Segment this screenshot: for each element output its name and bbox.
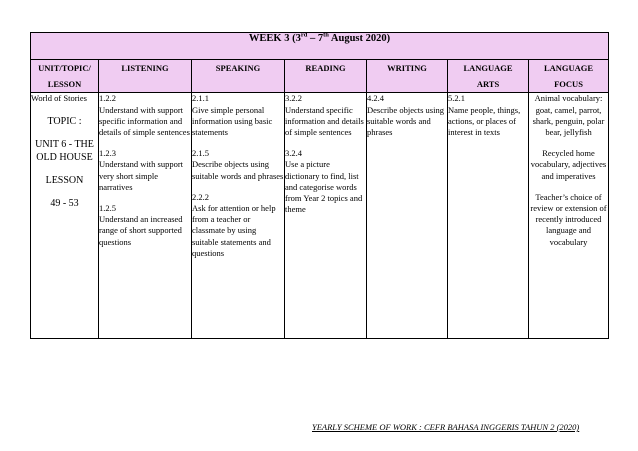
standard-code: 2.1.1 [192, 93, 209, 104]
header-row [31, 60, 609, 93]
standard-block [99, 203, 191, 248]
standard-block [99, 148, 191, 193]
listening-cell [99, 93, 192, 339]
standard-code: 3.2.4 [285, 148, 302, 159]
focus-item: Recycled home vocabulary, adjectives and imperatives [530, 148, 607, 181]
topic-label: TOPIC : [47, 115, 82, 127]
lesson-cell [31, 93, 99, 339]
lesson-label: LESSON [45, 174, 84, 186]
standard-code: 5.2.1 [448, 93, 465, 104]
standard-block [99, 93, 191, 138]
reading-cell [285, 93, 367, 339]
header-reading: READING [285, 60, 367, 93]
unit-title: UNIT 6 - THE OLD HOUSE [35, 138, 94, 163]
standard-block [367, 93, 447, 138]
standard-block [285, 148, 366, 215]
lesson-range: 49 - 53 [50, 197, 79, 209]
standard-text: Give simple personal information using basic statements [192, 104, 273, 137]
standard-text: Describe objects using suitable words and phrases [367, 104, 444, 137]
focus-item: Animal vocabulary: goat, camel, parrot, shark, penguin, polar bear, jellyfish [532, 93, 605, 137]
week-title-row [31, 33, 609, 60]
standard-text: Ask for attention or help from a teacher or classmate by using suitable statements and questions [192, 203, 276, 258]
week-title: WEEK 3 (3rd – 7th August 2020) [31, 33, 609, 60]
header-speaking: SPEAKING [192, 60, 285, 93]
header-language-arts: LANGUAGE ARTS [448, 60, 529, 93]
focus-item: Teacher’s choice of review or extension of recently introduced language and vocabulary [530, 191, 607, 247]
standard-block [285, 93, 366, 138]
standard-text: Understand with support very short simple narratives [99, 159, 184, 192]
content-row [31, 93, 609, 339]
standard-code: 1.2.2 [99, 93, 116, 104]
header-listening: LISTENING [99, 60, 192, 93]
header-language-focus: LANGUAGE FOCUS [529, 60, 609, 93]
standard-code: 4.2.4 [367, 93, 384, 104]
standard-code: 1.2.5 [99, 203, 116, 214]
language-arts-cell [448, 93, 529, 339]
standard-block [192, 93, 284, 138]
standard-code: 1.2.3 [99, 148, 116, 159]
standard-code: 2.1.5 [192, 148, 209, 159]
standard-text: Understand specific information and details of simple sentences [285, 104, 364, 137]
header-unit-topic-lesson: UNIT/TOPIC/ LESSON [31, 60, 99, 93]
footer-text: YEARLY SCHEME OF WORK : CEFR BAHASA INGGERIS TAHUN 2 (2020) [312, 422, 580, 432]
theme-text: World of Stories [31, 93, 87, 104]
scheme-table [30, 32, 609, 339]
standard-text: Describe objects using suitable words and phrases [192, 159, 284, 181]
standard-block [192, 192, 284, 259]
writing-cell [367, 93, 448, 339]
standard-text: Use a picture dictionary to find, list and categorise words from Year 2 topics and theme [285, 159, 363, 215]
speaking-cell [192, 93, 285, 339]
standard-block [448, 93, 528, 138]
standard-block [192, 148, 284, 182]
language-focus-cell [529, 93, 609, 339]
standard-text: Name people, things, actions, or places of interest in texts [448, 104, 521, 137]
header-writing: WRITING [367, 60, 448, 93]
standard-text: Understand with support specific information and details of simple sentences [99, 104, 190, 137]
standard-code: 3.2.2 [285, 93, 302, 104]
standard-code: 2.2.2 [192, 191, 209, 202]
standard-text: Understand an increased range of short supported questions [99, 214, 183, 247]
